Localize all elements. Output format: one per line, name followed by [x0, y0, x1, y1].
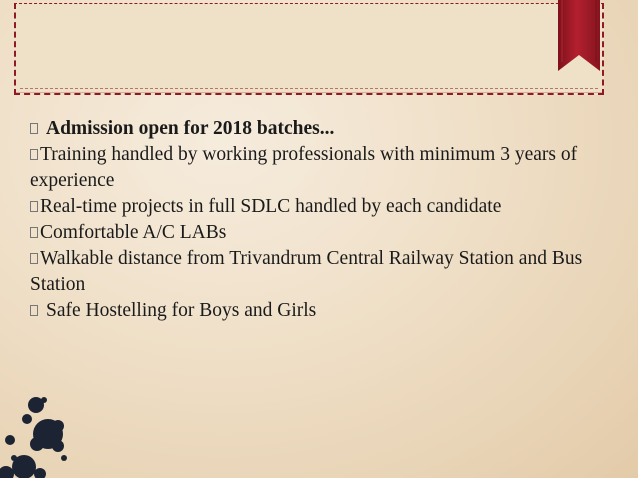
bullet-box-icon: [30, 123, 38, 134]
bullet-box-icon: [30, 305, 38, 316]
bullet-text: Admission open for 2018 batches...: [46, 118, 335, 139]
bullet-text: Training handled by working professionals with minimum 3 years of experience: [30, 144, 578, 191]
bullet-text: Real-time projects in full SDLC handled by each candidate: [40, 196, 502, 217]
bullet-item: [30, 246, 600, 298]
bullet-box-icon: [30, 149, 38, 160]
bullet-item: [30, 194, 600, 220]
bullet-box-icon: [30, 227, 38, 238]
bullet-item: [30, 298, 600, 324]
ink-splatter-decoration: [0, 388, 80, 478]
bullet-item: [30, 116, 600, 142]
bullet-text: Walkable distance from Trivandrum Central Railway Station and Bus Station: [30, 248, 583, 295]
bullet-list: [30, 116, 600, 324]
bullet-box-icon: [30, 253, 38, 264]
bookmark-ribbon-icon: [557, 0, 601, 72]
bullet-text: Comfortable A/C LABs: [40, 222, 227, 243]
bullet-text: Safe Hostelling for Boys and Girls: [46, 300, 317, 321]
bullet-item: [30, 142, 600, 194]
bullet-box-icon: [30, 201, 38, 212]
bullet-item: [30, 220, 600, 246]
title-placeholder: [14, 3, 604, 95]
